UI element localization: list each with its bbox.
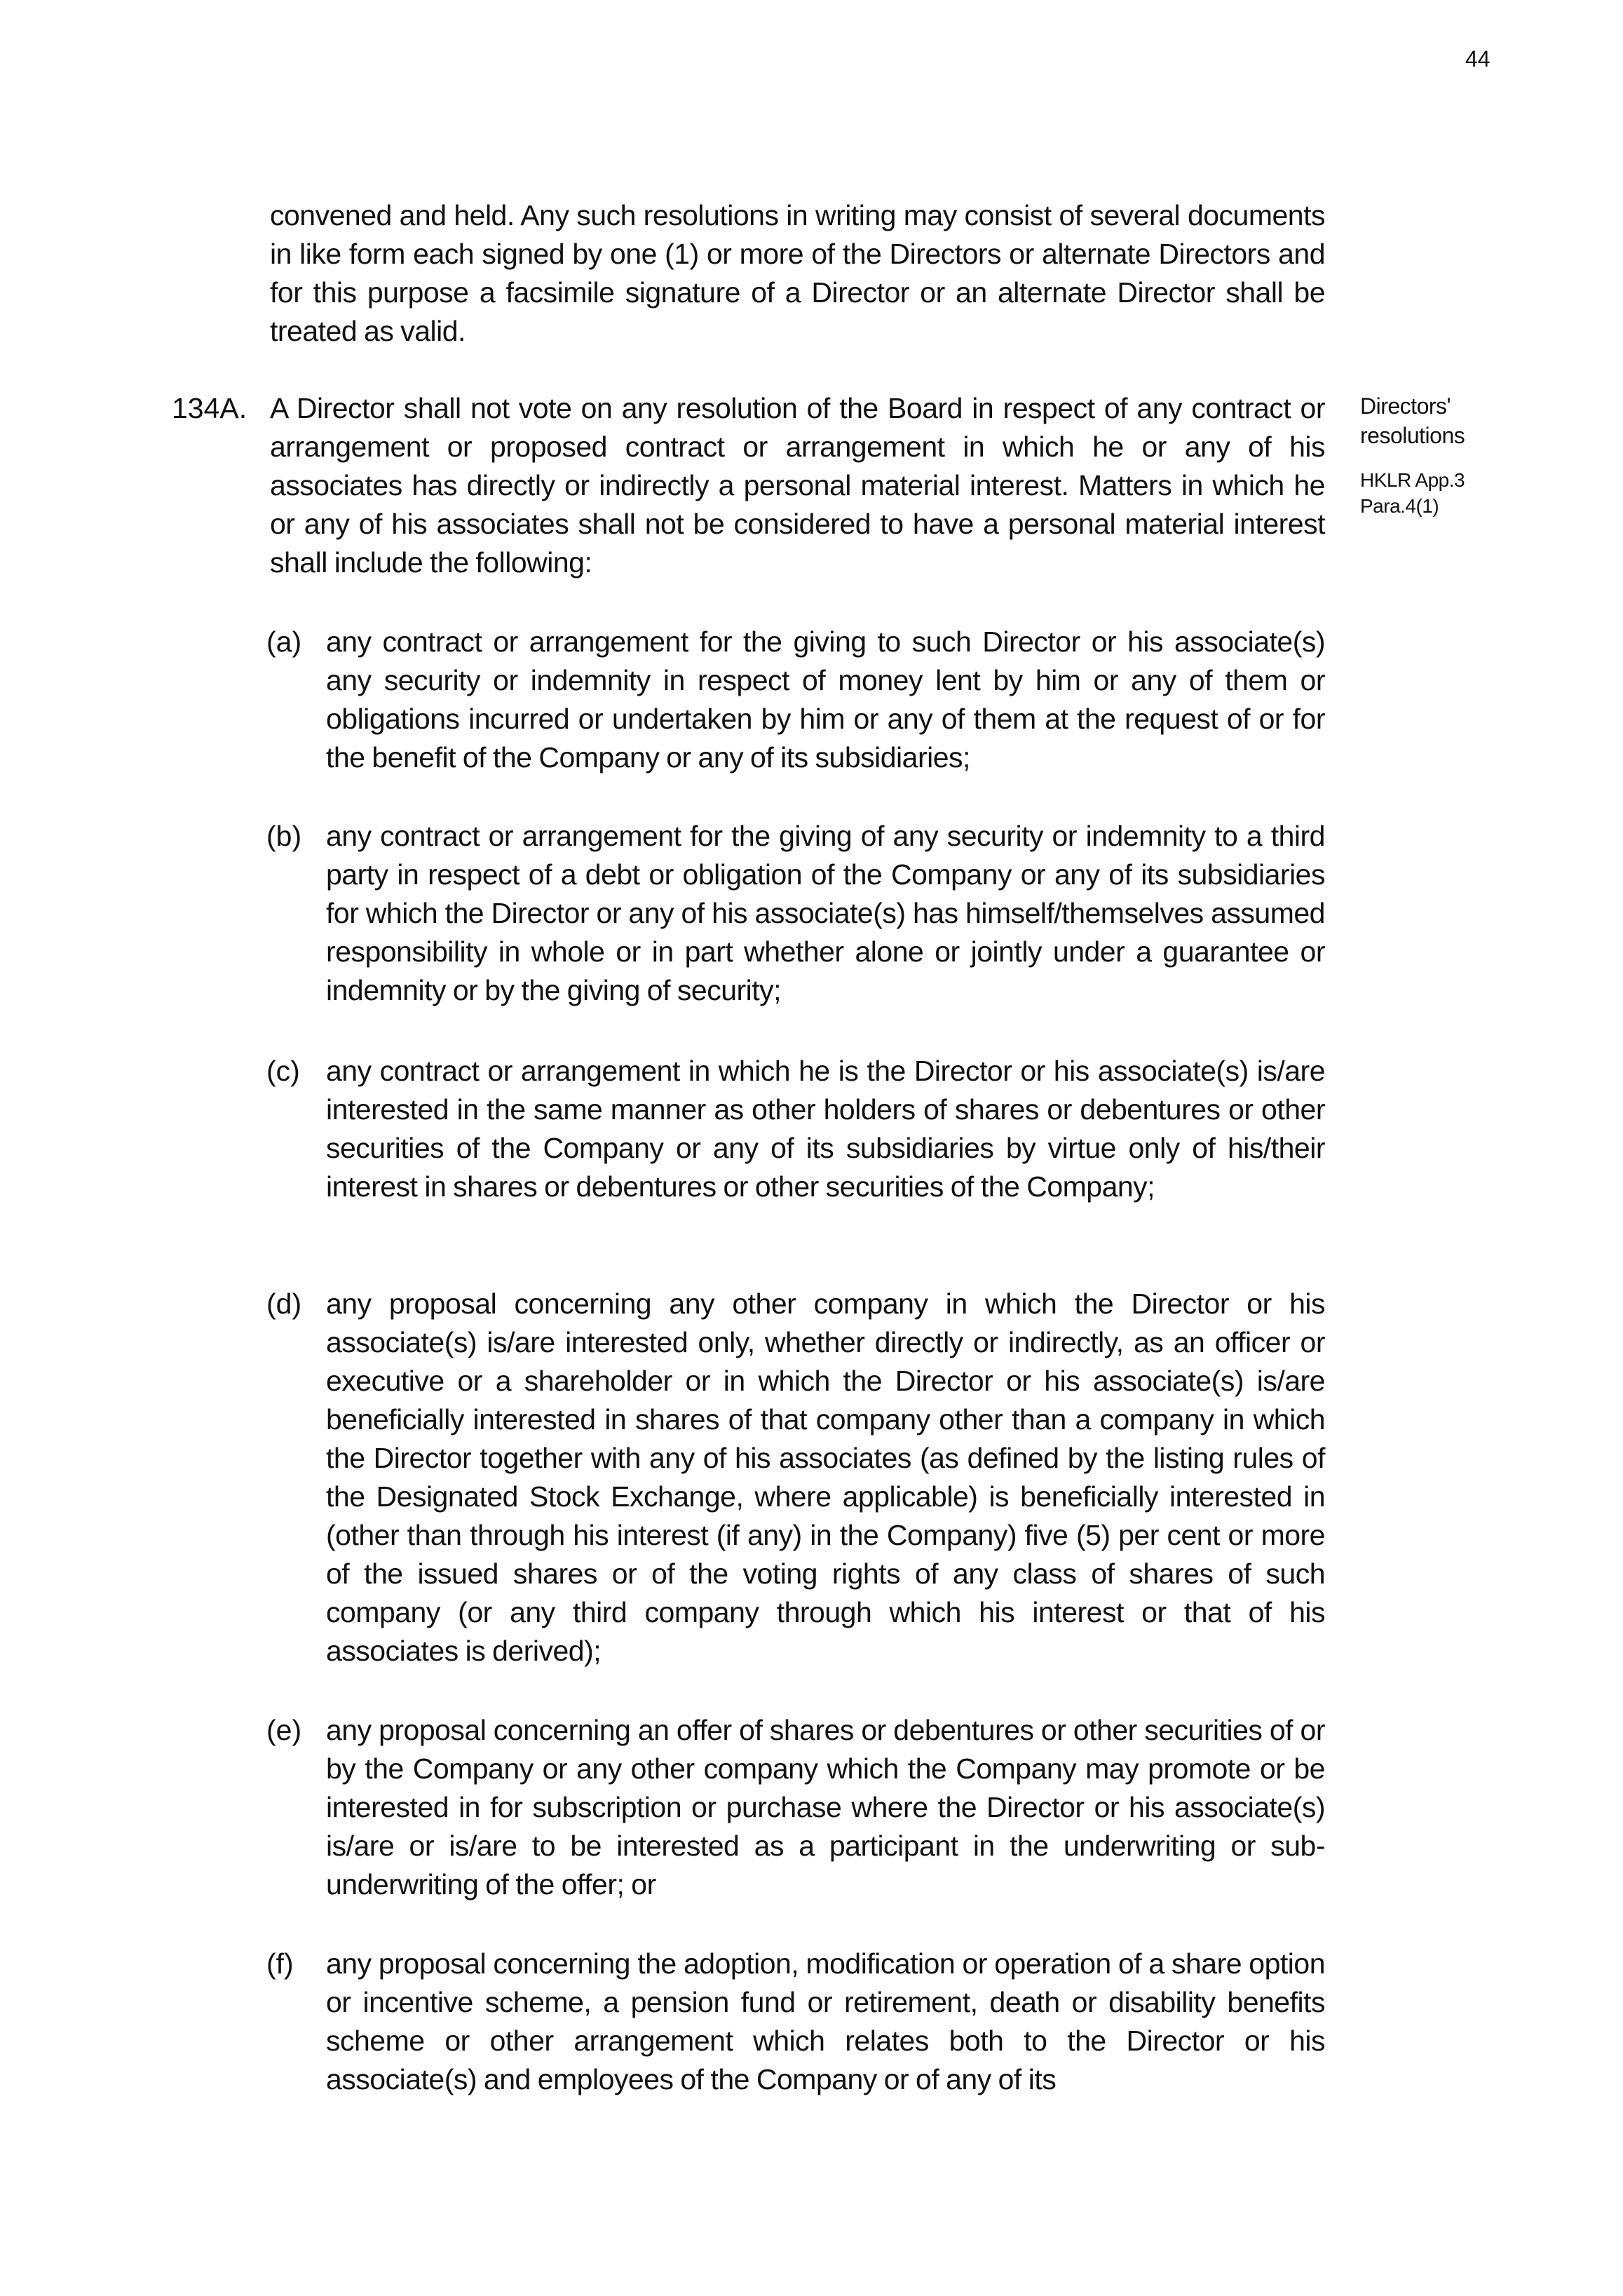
margin-reference-line2: Para.4(1) <box>1360 495 1439 517</box>
sub-item-label: (a) <box>266 626 302 658</box>
sub-item-text: any proposal concerning the adoption, modification or operation of a share option or incentive scheme, a pension fund or retirement, death or disability benefits scheme or other arrangement which relates both to the Director or his associate(s) and employees of the Company or of any of its <box>326 1947 1325 2095</box>
sub-item-text: any contract or arrangement in which he is the Director or his associate(s) is/are interested in the same manner as other holders of shares or debentures or other securities of the Company or any of its subsidiaries by virtue only of his/their interest in shares or debentures or other securities of the Company; <box>326 1055 1325 1203</box>
margin-notes <box>1360 391 1542 519</box>
opening-paragraph: convened and held. Any such resolutions in writing may consist of several documents in like form each signed by one (1) or more of the Directors or alternate Directors and for this purpose a facsimile signature of a Director or an alternate Director shall be treated as valid. <box>270 199 1325 347</box>
sub-item-text: any proposal concerning an offer of shares or debentures or other securities of or by the Company or any other company which the Company may promote or be interested in for subscription or purchase where the Director or his associate(s) is/are or is/are to be interested as a participant in the underwriting or sub-underwriting of the offer; or <box>326 1714 1325 1900</box>
sub-item-text: any contract or arrangement for the giving of any security or indemnity to a third party in respect of a debt or obligation of the Company or any of its subsidiaries for which the Director or any of his associate(s) has himself/themselves assumed responsibility in whole or in part whether alone or jointly under a guarantee or indemnity or by the giving of security; <box>326 820 1325 1006</box>
margin-caption: Directors' resolutions <box>1360 393 1465 448</box>
margin-reference-line1: HKLR App.3 <box>1360 469 1465 491</box>
sub-item-label: (d) <box>266 1288 302 1320</box>
sub-item-label: (c) <box>266 1055 300 1087</box>
sub-item-label: (b) <box>266 820 302 852</box>
page-number: 44 <box>1465 46 1490 72</box>
sub-item-text: any contract or arrangement for the giving to such Director or his associate(s) any security or indemnity in respect of money lent by him or any of them or obligations incurred or undertaken by him or any of them at the request of or for the benefit of the Company or any of its subsidiaries; <box>326 626 1325 774</box>
article-number: 134A. <box>172 392 247 424</box>
sub-item-label: (f) <box>266 1947 294 1980</box>
article-paragraph: A Director shall not vote on any resolution of the Board in respect of any contract or arrangement or proposed contract or arrangement in which he or any of his associates has directly or indirectly a personal material interest. Matters in which he or any of his associates shall not be considered to have a personal material interest shall include the following: <box>270 392 1325 579</box>
margin-reference <box>1360 467 1542 519</box>
sub-item-label: (e) <box>266 1714 302 1746</box>
sub-item-text: any proposal concerning any other company in which the Director or his associate(s) is/are interested only, whether directly or indirectly, as an officer or executive or a shareholder or in which the Director or his associate(s) is/are beneficially interested in shares of that company other than a company in which the Director together with any of his associates (as defined by the listing rules of the Designated Stock Exchange, where applicable) is beneficially interested in (other than through his interest (if any) in the Company) five (5) per cent or more of the issued shares or of the voting rights of any class of shares of such company (or any third company through which his interest or that of his associates is derived); <box>326 1288 1325 1667</box>
